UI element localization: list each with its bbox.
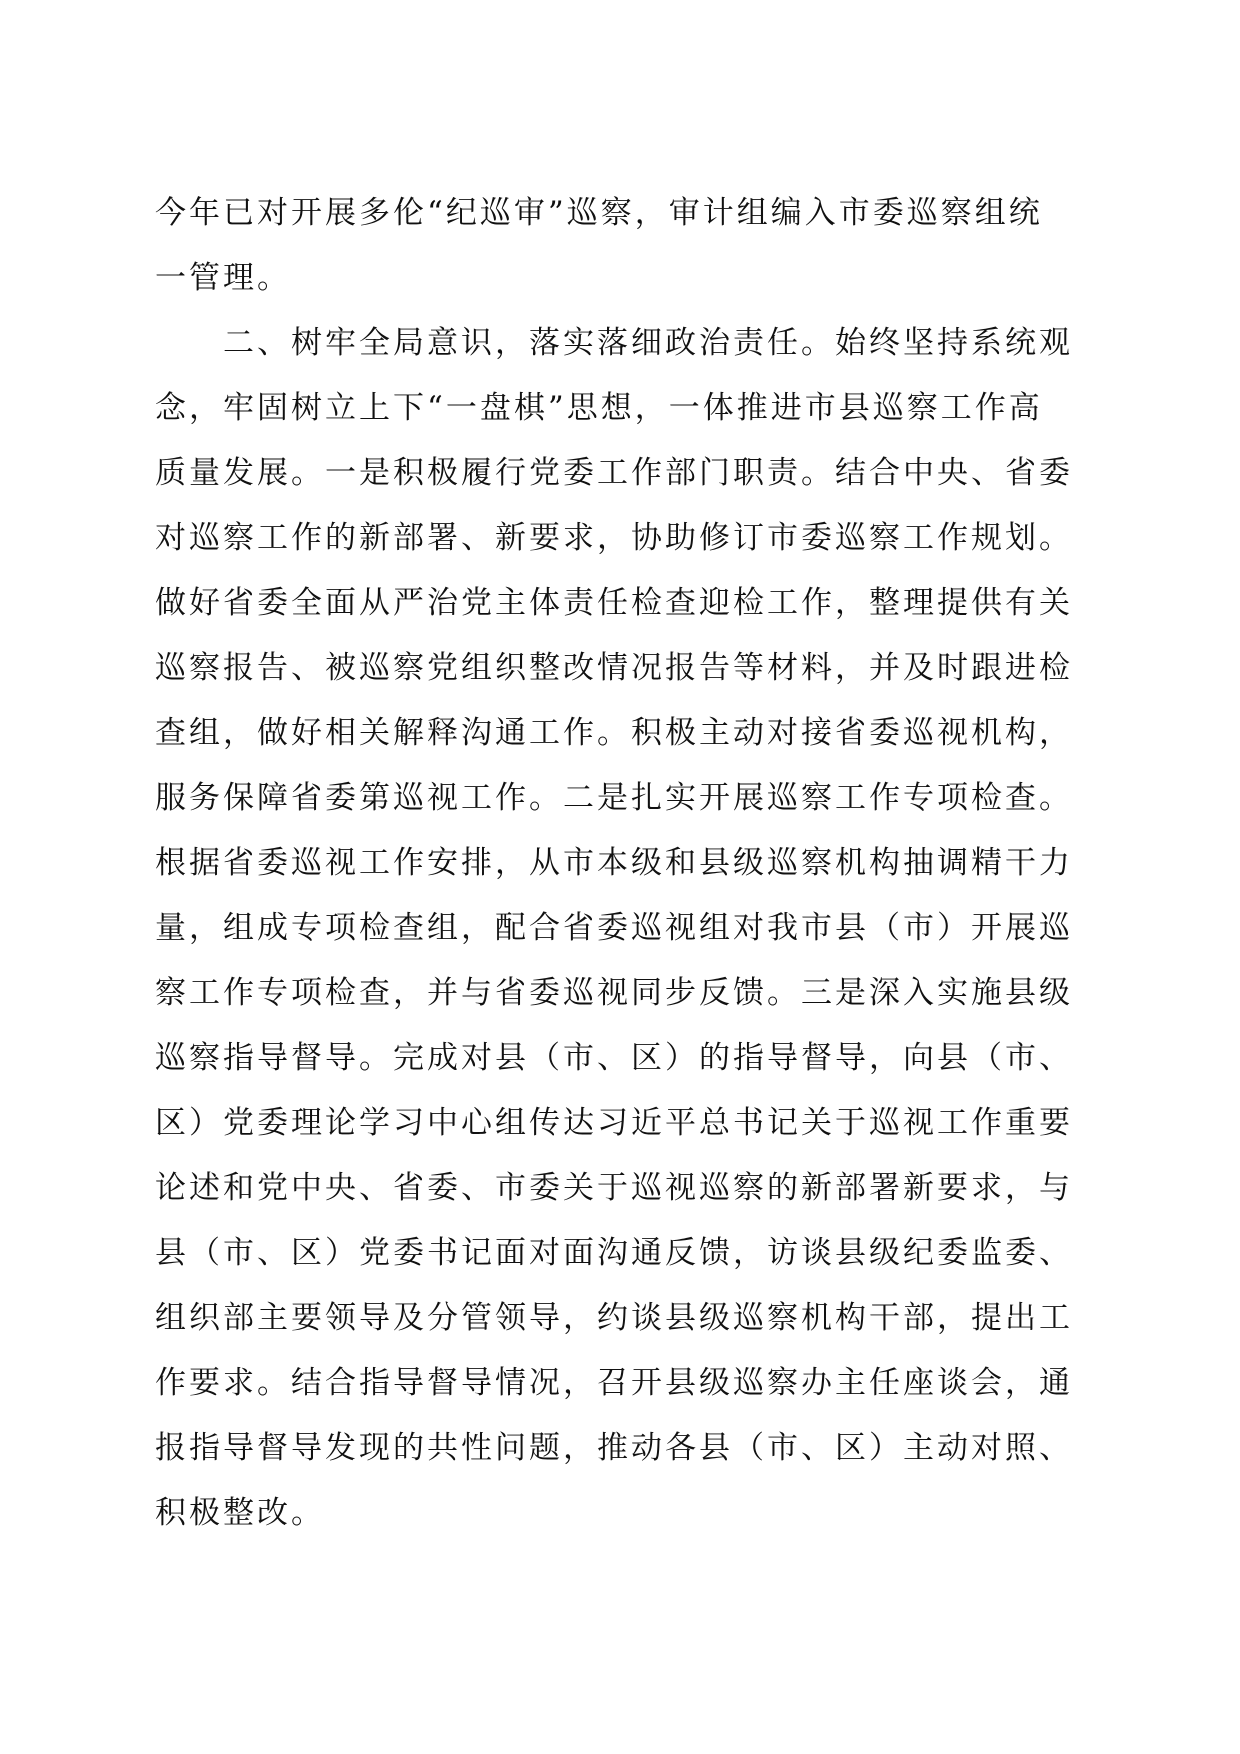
text-line: 作要求。结合指导督导情况，召开县级巡察办主任座谈会，通 [155, 1365, 1073, 1401]
text-line: 质量发展。一是积极履行党委工作部门职责。结合中央、省委 [155, 455, 1073, 491]
text-line: 论述和党中央、省委、市委关于巡视巡察的新部署新要求，与 [155, 1170, 1073, 1206]
text-line: 区）党委理论学习中心组传达习近平总书记关于巡视工作重要 [155, 1105, 1073, 1141]
text-line: 巡察指导督导。完成对县（市、区）的指导督导，向县（市、 [155, 1040, 1073, 1076]
text-line: 量，组成专项检查组，配合省委巡视组对我市县（市）开展巡 [155, 910, 1073, 946]
text-line: 做好省委全面从严治党主体责任检查迎检工作，整理提供有关 [155, 585, 1073, 621]
text-line: 一管理。 [155, 260, 291, 296]
text-line: 对巡察工作的新部署、新要求，协助修订市委巡察工作规划。 [155, 520, 1073, 556]
text-line: 巡察报告、被巡察党组织整改情况报告等材料，并及时跟进检 [155, 650, 1073, 686]
text-line: 今年已对开展多伦“纪巡审”巡察，审计组编入市委巡察组统 [155, 195, 1043, 231]
paragraph [155, 181, 1085, 311]
text-line: 察工作专项检查，并与省委巡视同步反馈。三是深入实施县级 [155, 975, 1073, 1011]
text-line: 组织部主要领导及分管领导，约谈县级巡察机构干部，提出工 [155, 1300, 1073, 1336]
text-line: 二、树牢全局意识，落实落细政治责任。始终坚持系统观 [223, 325, 1073, 361]
text-line: 根据省委巡视工作安排，从市本级和县级巡察机构抽调精干力 [155, 845, 1073, 881]
text-line: 念，牢固树立上下“一盘棋”思想，一体推进市县巡察工作高 [155, 390, 1043, 426]
text-line: 服务保障省委第巡视工作。二是扎实开展巡察工作专项检查。 [155, 780, 1073, 816]
text-line: 报指导督导发现的共性问题，推动各县（市、区）主动对照、 [155, 1430, 1073, 1466]
text-line: 县（市、区）党委书记面对面沟通反馈，访谈县级纪委监委、 [155, 1235, 1073, 1271]
text-line: 查组，做好相关解释沟通工作。积极主动对接省委巡视机构， [155, 715, 1073, 751]
text-line: 积极整改。 [155, 1495, 325, 1531]
paragraph [155, 311, 1085, 1546]
body-text [155, 181, 1085, 1546]
